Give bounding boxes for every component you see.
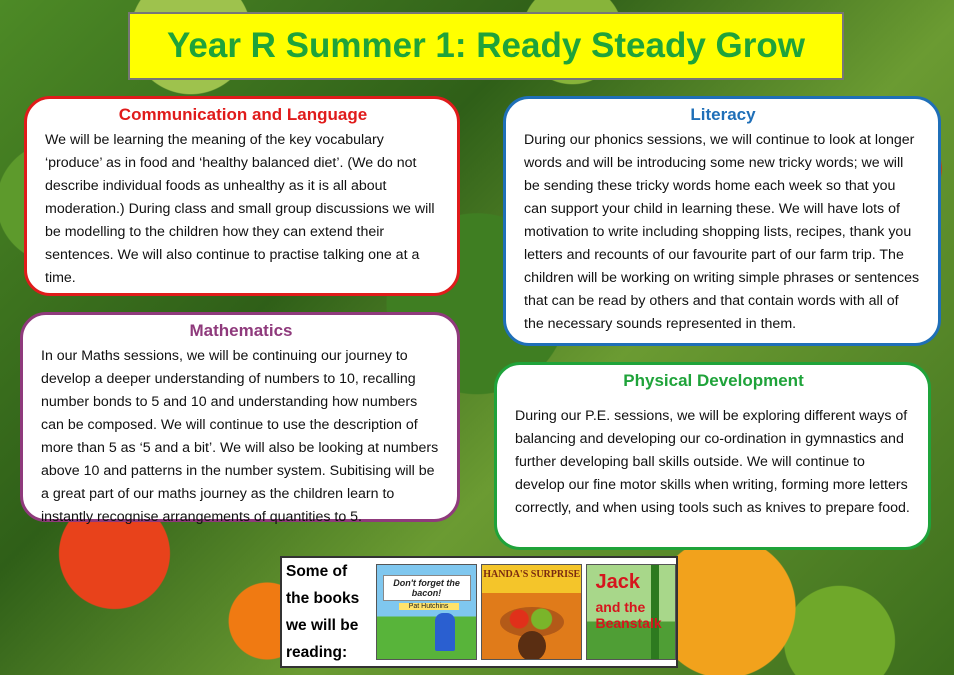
book-cover-handas-surprise <box>481 564 582 660</box>
communication-body: We will be learning the meaning of the key vocabulary ‘produce’ as in food and ‘healthy balanced diet’. (We do not describe individual foods as unhealthy as it is all about moderation.) During class and small group discussions we will be modelling to the children how they can extend their sentences. We will also continue to practise talking one at a time. <box>45 132 435 286</box>
book-subtitle: and the Beanstalk <box>595 599 662 631</box>
book-illustration <box>435 613 455 651</box>
physical-development-panel <box>494 362 931 550</box>
page-title: Year R Summer 1: Ready Steady Grow <box>166 26 806 65</box>
mathematics-heading: Mathematics <box>189 321 293 340</box>
book-title: Don't forget the bacon! <box>383 575 471 601</box>
mathematics-panel <box>20 312 460 525</box>
literacy-body: During our phonics sessions, we will continue to look at longer words and will be introducing some new tricky words; we will be sending these tricky words home each week so that you can support your child in learning these. We will have lots of motivation to write including shopping lists, recipes, thank you letters and recounts of our favourite part of our farm trip. The children will be working on writing simple phrases or sentences that can be read by others and that contain words with all of the necessary sounds represented in them. <box>524 132 920 332</box>
books-box <box>280 556 678 668</box>
book-title: HANDA'S SURPRISE <box>483 569 581 580</box>
book-author: Pat Hutchins <box>399 603 459 610</box>
communication-panel <box>24 96 460 296</box>
book-cover-jack-and-the-beanstalk <box>586 564 676 660</box>
literacy-heading: Literacy <box>690 105 756 124</box>
physical-development-body: During our P.E. sessions, we will be exploring different ways of balancing and developing our co-ordination in gymnastics and further developing ball skills outside. We will continue to develop our fine motor skills when writing, forming more letters correctly, and when using tools such as knives to prepare food. <box>515 408 910 516</box>
communication-heading: Communication and Language <box>118 105 368 124</box>
book-illustration <box>518 631 546 660</box>
mathematics-body: In our Maths sessions, we will be continuing our journey to develop a deeper understanding of numbers to 10, recalling number bonds to 5 and 10 and understanding how numbers can be composed. We will continue to use the description of more than 5 as ‘5 and a bit’. We will also be looking at numbers above 10 and patterns in the number system. Subitising will be a great part of our maths journey as the children learn to instantly recognise arrangements of quantities to 5. <box>41 348 439 525</box>
book-cover-dont-forget-the-bacon <box>376 564 477 660</box>
title-banner <box>128 12 844 80</box>
books-label: Some of the books we will be reading: <box>286 563 360 661</box>
book-title: Jack <box>595 571 640 593</box>
physical-development-heading: Physical Development <box>623 371 804 390</box>
literacy-panel <box>503 96 941 346</box>
